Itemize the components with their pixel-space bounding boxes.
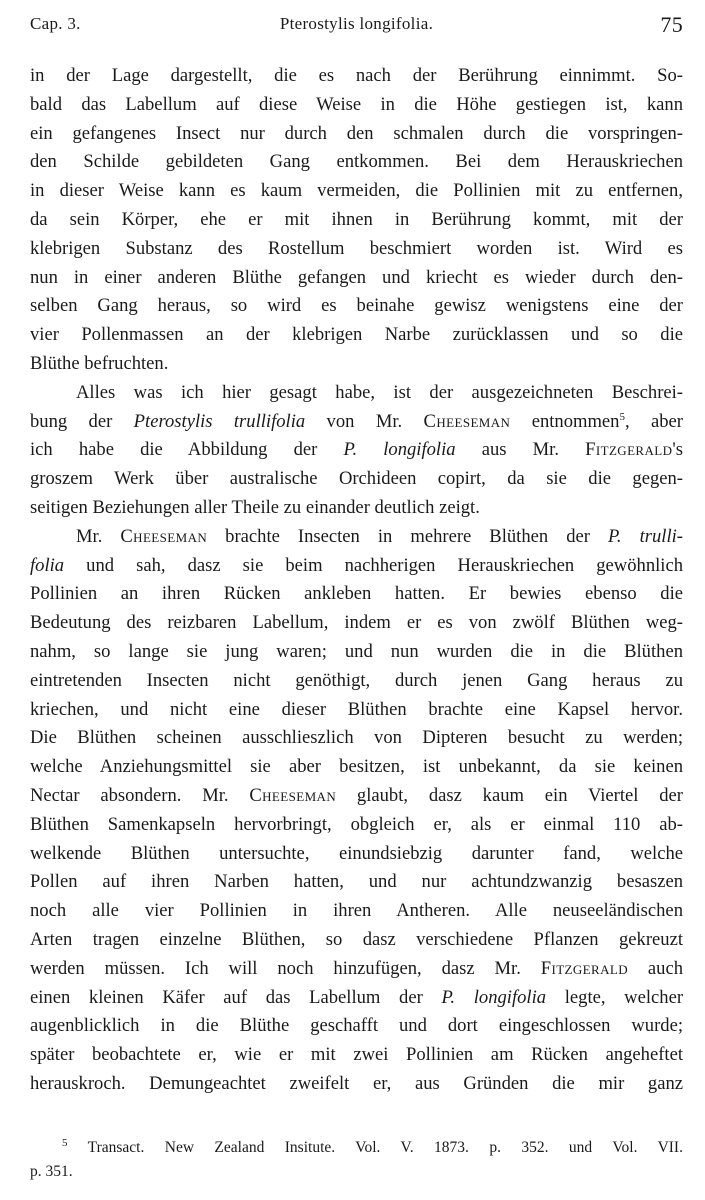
species-name: folia — [30, 554, 65, 576]
text-line: ein gefangenes Insect nur durch den schmalen durch die vorspringen- — [30, 122, 683, 144]
species-name: P. longifolia — [343, 439, 456, 461]
text-line: einen kleinen Käfer auf das Labellum der P. longifolia legte, welcher — [30, 986, 684, 1008]
running-title: Pterostylis longifolia. — [279, 14, 434, 33]
text-line: Pollinien an ihren Rücken ankleben hatten. Er bewies ebenso die — [30, 583, 683, 605]
text-line: Pollen auf ihren Narben hatten, und nur achtundzwanzig besaszen — [30, 871, 683, 893]
text-line: augenblicklich in die Blüthe geschafft und dort eingeschlossen wurde; — [30, 1015, 683, 1037]
text-line: den Schilde gebildeten Gang entkommen. Bei dem Herauskriechen — [30, 151, 683, 173]
species-name: P. longifolia — [441, 986, 547, 1008]
person-name: Fitzgerald — [540, 957, 629, 979]
text-line: nahm, so lange sie jung waren; und nun wurden die in die Blüthen — [30, 640, 683, 662]
text-line: bung der Pterostylis trullifolia von Mr. Cheeseman entnommen$^5$, aber — [30, 410, 683, 432]
text-line: kriechen, und nicht eine dieser Blüthen brachte eine Kapsel hervor. — [30, 698, 683, 720]
text-line: in der Lage dargestellt, die es nach der Berührung einnimmt. So- — [30, 65, 683, 86]
text-line: da sein Körper, ehe er mit ihnen in Berührung kommt, mit der — [30, 208, 683, 230]
text-line: herauskroch. Demungeachtet zweifelt er, aus Gründen die mir ganz — [30, 1072, 683, 1094]
text-line: Bedeutung des reizbaren Labellum, indem er es von zwölf Blüthen weg- — [30, 612, 683, 634]
text-line: nun in einer anderen Blüthe gefangen und kriecht es wieder durch den- — [30, 266, 683, 288]
text-line: später beobachtete er, wie er mit zwei Pollinien am Rücken angeheftet — [30, 1044, 683, 1066]
species-name: P. trulli- — [607, 525, 683, 547]
person-name: Cheeseman — [120, 525, 208, 547]
text-line: bald das Labellum auf diese Weise in die Höhe gestiegen ist, kann — [30, 93, 683, 115]
body-text — [30, 62, 683, 1099]
footnote-marker: 5 — [62, 1136, 68, 1149]
person-name: Fitzgerald — [585, 439, 673, 461]
text-line: Alles was ich hier gesagt habe, ist der ausgezeichneten Beschrei- — [76, 381, 683, 403]
person-name: Cheeseman — [423, 410, 511, 432]
text-line: selben Gang heraus, so wird es beinahe gewisz wenigstens eine der — [30, 295, 683, 317]
text-line: werden müssen. Ich will noch hinzufügen, dasz Mr. Fitzgerald auch — [30, 957, 684, 979]
footnote-line: $^5$ Transact. New Zealand Insitute. Vol. V. 1873. p. 352. und Vol. VII. — [62, 1136, 683, 1156]
page-number: 75 — [660, 12, 683, 37]
chapter-label: Cap. 3. — [30, 14, 81, 33]
text-line: ich habe die Abbildung der P. longifolia aus Mr. Fitzgerald's — [30, 439, 684, 461]
text-line: in dieser Weise kann es kaum vermeiden, die Pollinien mit zu entfernen, — [30, 180, 683, 202]
text-line: seitigen Beziehungen aller Theile zu einander deutlich zeigt. — [30, 496, 480, 518]
text-line: Die Blüthen scheinen ausschlieszlich von Dipteren besucht zu werden; — [30, 727, 683, 749]
text-line: klebrigen Substanz des Rostellum beschmiert worden ist. Wird es — [30, 237, 683, 259]
text-line: eintretenden Insecten nicht genöthigt, durch jenen Gang heraus zu — [30, 669, 683, 691]
text-line: noch alle vier Pollinien in ihren Antheren. Alle neuseeländischen — [30, 900, 683, 922]
text-line: Nectar absondern. Mr. Cheeseman glaubt, dasz kaum ein Viertel der — [30, 784, 683, 806]
text-line: welche Anziehungsmittel sie aber besitzen, ist unbekannt, da sie keinen — [30, 756, 683, 778]
person-name: Cheeseman — [249, 784, 337, 806]
footnote-line: p. 351. — [30, 1163, 73, 1180]
text-line: welkende Blüthen untersuchte, einundsiebzig darunter fand, welche — [30, 842, 683, 864]
species-name: Pterostylis trullifolia — [133, 410, 306, 432]
text-line: Blüthen Samenkapseln hervorbringt, obgleich er, als er einmal 110 ab- — [30, 813, 683, 835]
text-line: Blüthe befruchten. — [30, 352, 169, 374]
footnote-reference: 5 — [619, 410, 625, 423]
footnote — [30, 1136, 683, 1184]
text-line: groszem Werk über australische Orchideen copirt, da sie die gegen- — [30, 468, 683, 490]
text-line: vier Pollenmassen an der klebrigen Narbe zurücklassen und so die — [30, 324, 683, 346]
text-line: Arten tragen einzelne Blüthen, so dasz verschiedene Pflanzen gekreuzt — [30, 928, 683, 950]
running-header — [30, 10, 683, 40]
text-line: folia und sah, dasz sie beim nachherigen Herauskriechen gewöhnlich — [30, 554, 683, 576]
text-line: Mr. Cheeseman brachte Insecten in mehrere Blüthen der P. trulli- — [76, 525, 683, 547]
